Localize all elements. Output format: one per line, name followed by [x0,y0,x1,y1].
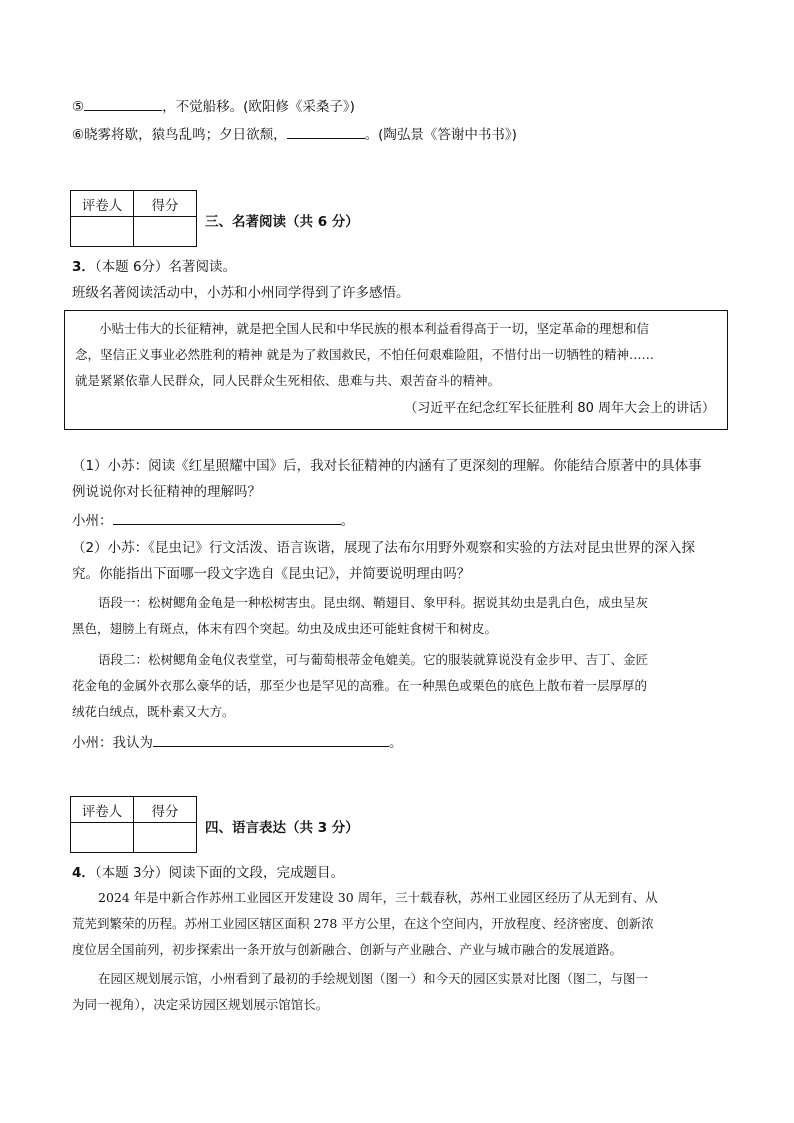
paragraph-line: 为同一视角），决定采访园区规划展示馆馆长。 [72,997,329,1012]
answer-label: 小州：我认为 [72,735,153,751]
segment-1-line: 黑色，翅膀上有斑点，体末有四个突起。幼虫及成虫还可能蛀食树干和树皮。 [72,621,498,636]
answer-line-1 [72,510,354,531]
quote-line: 就是紧紧依靠人民群众，同人民群众生死相依、患难与共、艰苦奋斗的精神。 [75,373,501,388]
quote-line: 小贴士伟大的长征精神，就是把全国人民和中华民族的根本利益看得高于一切，坚定革命的理想和信 [99,321,650,336]
answer-end: 。 [389,735,403,751]
paragraph-line: 度位居全国前列，初步探索出一条开放与创新融合、创新与产业融合、产业与城市融合的发展道路。 [72,942,623,957]
segment-2-line: 花金龟的金属外衣那么豪华的话，那至少也是罕见的高雅。在一种黑色或栗色的底色上散布着一层厚厚的 [72,678,648,693]
question-header [72,863,344,883]
answer-blank[interactable] [113,510,341,525]
segment-2-line: 语段二：松树鳃角金龟仪表堂堂，可与葡萄根蒂金龟媲美。它的服装就算说没有金步甲、吉丁、金匠 [98,652,649,667]
paragraph-line: 荒芜到繁荣的历程。苏州工业园区辖区面积 278 平方公里，在这个空间内，开放程度、经济密度、创新浓 [72,916,654,931]
score-cell[interactable] [134,217,197,247]
answer-end: 。 [340,513,354,529]
line-number: ⑤ [72,99,85,115]
fill-blank[interactable] [287,124,365,139]
segment-1-line: 语段一：松树鳃角金龟是一种松树害虫。昆虫纲、鞘翅目、象甲科。据说其幼虫是乳白色，成虫呈灰 [98,595,649,610]
question-number: 4． [72,865,95,881]
segment-2-line: 绒花白绒点，既朴素又大方。 [72,704,235,719]
quote-box [64,310,728,430]
poem-text: ，不觉船移。(欧阳修《采桑子》) [162,99,355,115]
question-title: 名著阅读。 [168,259,237,275]
reviewer-header: 评卷人 [71,191,134,217]
question-meta: （本题 3分） [94,865,169,881]
reviewer-cell[interactable] [71,823,134,853]
paragraph-line: 在园区规划展示馆，小州看到了最初的手绘规划图（图一）和今天的园区实景对比图（图二，与图一 [98,971,649,986]
sub-question-2: （2）小苏：《昆虫记》行文活泼、语言诙谐，展现了法布尔用野外观察和实验的方法对昆虫世界的深入探 [72,540,695,556]
score-table [70,190,197,247]
poem-text: ⑥晓雾将歇，猿鸟乱鸣；夕日欲颓， [72,127,287,143]
reviewer-cell[interactable] [71,217,134,247]
sub-question-2: 究。你能指出下面哪一段文字选自《昆虫记》，并简要说明理由吗？ [72,566,471,582]
score-header: 得分 [134,797,197,823]
question-title: 阅读下面的文段，完成题目。 [168,865,345,881]
quote-source: （习近平在纪念红军长征胜利 80 周年大会上的讲话） [404,401,715,416]
reviewer-header: 评卷人 [71,797,134,823]
answer-label: 小州： [72,513,113,529]
score-cell[interactable] [134,823,197,853]
section-title: 三、名著阅读（共 6 分） [205,214,359,230]
score-header: 得分 [134,191,197,217]
fill-blank[interactable] [84,96,162,111]
sub-question-1: 例说说你对长征精神的理解吗？ [72,484,261,500]
question-intro: 班级名著阅读活动中，小苏和小州同学得到了许多感悟。 [72,285,410,301]
question-meta: （本题 6分） [94,259,169,275]
answer-line-2 [72,732,403,753]
question-number: 3． [72,259,95,275]
question-header [72,257,236,277]
quote-line: 念，坚信正义事业必然胜利的精神 就是为了救国救民，不怕任何艰难险阻，不惜付出一切牺牲的精神…… [75,347,654,362]
poem-line-5 [72,96,355,117]
answer-blank[interactable] [153,732,389,747]
sub-question-1: （1）小苏：阅读《红星照耀中国》后，我对长征精神的内涵有了更深刻的理解。你能结合原著中的具体事 [72,458,702,474]
poem-text: 。(陶弘景《答谢中书书》) [364,127,517,143]
paragraph-line: 2024 年是中新合作苏州工业园区开发建设 30 周年，三十载春秋，苏州工业园区经历了从无到有、从 [98,890,658,905]
score-table [70,796,197,853]
section-title: 四、语言表达（共 3 分） [205,820,359,836]
poem-line-6 [72,124,517,145]
